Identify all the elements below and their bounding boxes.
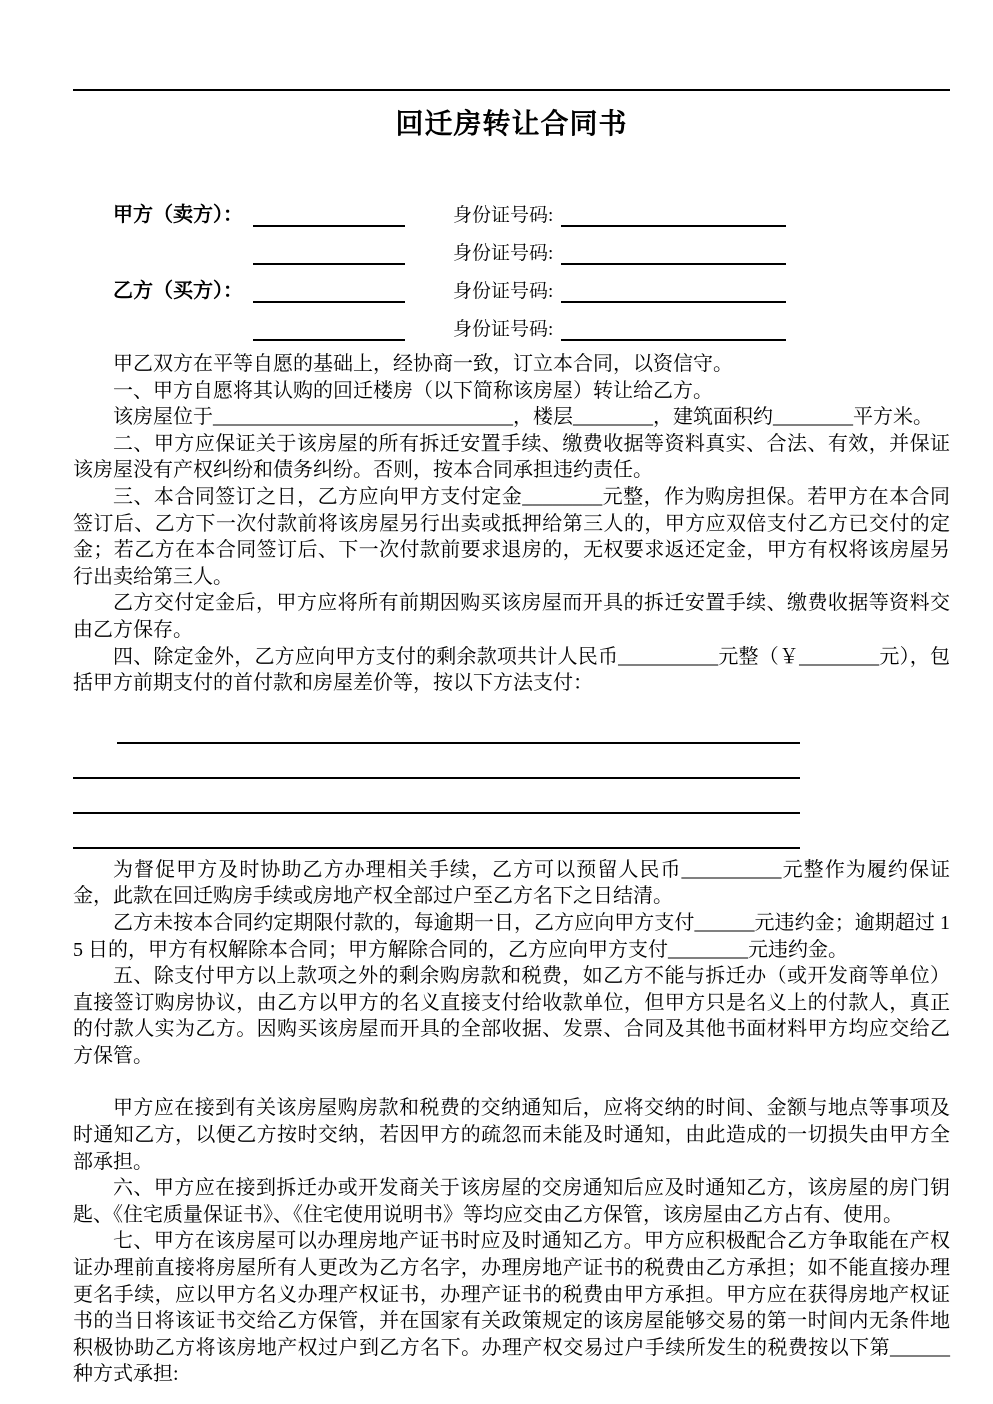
party-b-name-blank — [253, 277, 405, 303]
clause-5-notice-paragraph: 甲方应在接到有关该房屋购房款和税费的交纳通知后，应将交纳的时间、金额与地点等事项及时通知乙方，以便乙方按时交纳，若因甲方的疏忽而未能及时通知，由此造成的一切损失由甲方全部承担。 — [73, 1097, 950, 1173]
clause-2-paragraph: 二、甲方应保证关于该房屋的所有拆迁安置手续、缴费收据等资料真实、合法、有效，并保证该房屋没有产权纠纷和债务纠纷。否则，按本合同承担违约责任。 — [73, 432, 950, 482]
party-a-name-blank — [253, 201, 405, 227]
clause-1-paragraph: 一、甲方自愿将其认购的回迁楼房（以下简称该房屋）转让给乙方。 — [113, 379, 713, 402]
party-a-extra-row — [73, 227, 950, 265]
clause-5-paragraph: 五、除支付甲方以上款项之外的剩余购房款和税费，如乙方不能与拆迁办（或开发商等单位）直接签订购房协议，由乙方以甲方的名义直接支付给收款单位，但甲方只是名义上的付款人，真正的付款人实为乙方。因购买该房屋而开具的全部收据、发票、合同及其他书面材料甲方均应交给乙方保管。 — [73, 965, 950, 1067]
header-divider-line — [73, 89, 950, 91]
party-b-id-label: 身份证号码: — [453, 281, 554, 302]
payment-blank-line-1 — [117, 709, 800, 744]
parties-section — [73, 189, 950, 341]
party-a-extra-name-blank — [253, 239, 405, 265]
party-a-id-label: 身份证号码: — [453, 205, 554, 226]
party-a-label: 甲方（卖方）： — [113, 204, 243, 226]
party-b-extra-row — [73, 303, 950, 341]
clause-3-paragraph: 三、本合同签订之日，乙方应向甲方支付定金________元整，作为购房担保。若甲方在本合同签订后、乙方下一次付款前将该房屋另行出卖或抵押给第三人的，甲方应双倍支付乙方已交付的定金；若乙方在本合同签订后、下一次付款前要求退房的，无权要求返还定金，甲方有权将该房屋另行出卖给第三人。 — [73, 485, 950, 588]
clause-6-paragraph: 六、甲方应在接到拆迁办或开发商关于该房屋的交房通知后应及时通知乙方，该房屋的房门钥匙、《住宅质量保证书》、《住宅使用说明书》等均应交由乙方保管，该房屋由乙方占有、使用。 — [73, 1177, 950, 1226]
clause-4-paragraph: 四、除定金外，乙方应向甲方支付的剩余款项共计人民币__________元整（￥________元），包括甲方前期支付的首付款和房屋差价等，按以下方法支付： — [73, 645, 950, 695]
party-a-id-blank — [561, 201, 786, 227]
contract-body — [73, 351, 950, 1388]
clause-7-paragraph: 七、甲方在该房屋可以办理房地产证书时应及时通知乙方。甲方应积极配合乙方争取能在产权证办理前直接将房屋所有人更改为乙方名字，办理房地产证书的税费由乙方承担；如不能直接办理更名手续，应以甲方名义办理产权证书，办理产证书的税费由甲方承担。甲方应在获得房地产权证书的当日将该证书交给乙方保管，并在国家有关政策规定的该房屋能够交易的第一时间内无条件地积极协助乙方将该房地产权过户到乙方名下。办理产权交易过户手续所发生的税费按以下第______种方式承担: — [73, 1230, 950, 1386]
party-a-extra-id-blank — [561, 239, 786, 265]
party-b-row — [73, 265, 950, 303]
intro-paragraph: 甲乙双方在平等自愿的基础上，经协商一致，订立本合同，以资信守。 — [113, 353, 733, 375]
party-b-extra-id-blank — [561, 315, 786, 341]
party-b-label: 乙方（买方）： — [113, 280, 243, 302]
clause-1-location-paragraph: 该房屋位于______________________________，楼层________，建筑面积约________平方米。 — [113, 406, 933, 429]
party-a-extra-id-label: 身份证号码: — [453, 243, 554, 264]
party-a-row — [73, 189, 950, 227]
clause-4-guarantee-paragraph: 为督促甲方及时协助乙方办理相关手续，乙方可以预留人民币__________元整作为履约保证金，此款在回迁购房手续或房地产权全部过户至乙方名下之日结清。 — [73, 858, 950, 908]
party-b-id-blank — [561, 277, 786, 303]
party-b-extra-name-blank — [253, 315, 405, 341]
payment-method-blank-lines — [73, 709, 950, 849]
payment-blank-line-4 — [73, 814, 800, 849]
party-b-extra-id-label: 身份证号码: — [453, 319, 554, 340]
payment-blank-line-2 — [73, 744, 800, 779]
payment-blank-line-3 — [73, 779, 800, 814]
document-title: 回迁房转让合同书 — [395, 109, 628, 140]
clause-4-penalty-paragraph: 乙方未按本合同约定期限付款的，每逾期一日，乙方应向甲方支付______元违约金；逾期超过 15 日的，甲方有权解除本合同；甲方解除合同的，乙方应向甲方支付________元违约金。 — [73, 911, 950, 961]
clause-3-deposit-paragraph: 乙方交付定金后，甲方应将所有前期因购买该房屋而开具的拆迁安置手续、缴费收据等资料交由乙方保存。 — [73, 592, 950, 641]
